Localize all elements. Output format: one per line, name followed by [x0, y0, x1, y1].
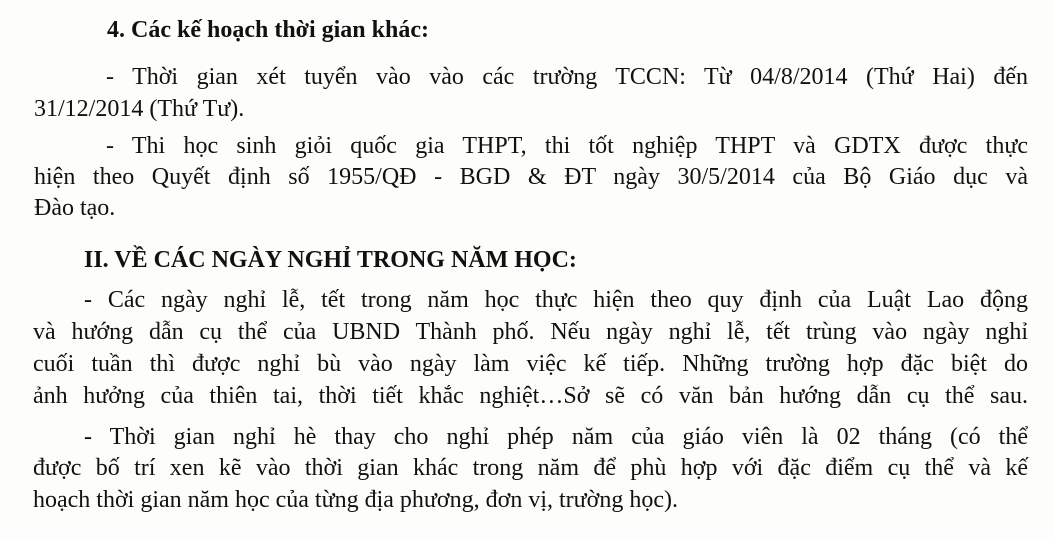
section-4-paragraph-1-line-2: 31/12/2014 (Thứ Tư). — [34, 96, 245, 122]
section-ii-paragraph-1-line-2: và hướng dẫn cụ thể của UBND Thành phố. Nếu ngày nghỉ lễ, tết trùng vào ngày nghỉ — [33, 319, 1028, 345]
section-ii-paragraph-1-line-4: ảnh hưởng của thiên tai, thời tiết khắc nghiệt…Sở sẽ có văn bản hướng dẫn cụ thể sau. — [33, 383, 1028, 409]
section-ii-paragraph-2-line-1: - Thời gian nghỉ hè thay cho nghỉ phép năm của giáo viên là 02 tháng (có thể — [84, 424, 1028, 450]
section-4-paragraph-2-line-3: Đào tạo. — [34, 195, 116, 221]
section-4-paragraph-2-line-2: hiện theo Quyết định số 1955/QĐ - BGD & ĐT ngày 30/5/2014 của Bộ Giáo dục và — [34, 164, 1028, 190]
section-4-paragraph-2-line-1: - Thi học sinh giỏi quốc gia THPT, thi tốt nghiệp THPT và GDTX được thực — [106, 133, 1028, 159]
section-ii-heading: II. VỀ CÁC NGÀY NGHỈ TRONG NĂM HỌC: — [84, 247, 577, 273]
section-4-paragraph-1-line-1: - Thời gian xét tuyển vào vào các trường TCCN: Từ 04/8/2014 (Thứ Hai) đến — [106, 64, 1028, 90]
section-ii-paragraph-2-line-3: hoạch thời gian năm học của từng địa phương, đơn vị, trường học). — [33, 487, 678, 513]
section-ii-paragraph-1-line-3: cuối tuần thì được nghỉ bù vào ngày làm việc kế tiếp. Những trường hợp đặc biệt do — [33, 351, 1028, 377]
section-ii-paragraph-1-line-1: - Các ngày nghỉ lễ, tết trong năm học thực hiện theo quy định của Luật Lao động — [84, 287, 1028, 313]
section-ii-paragraph-2-line-2: được bố trí xen kẽ vào thời gian khác trong năm để phù hợp với đặc điểm cụ thể và kế — [33, 455, 1028, 481]
section-4-heading: 4. Các kế hoạch thời gian khác: — [107, 17, 429, 43]
